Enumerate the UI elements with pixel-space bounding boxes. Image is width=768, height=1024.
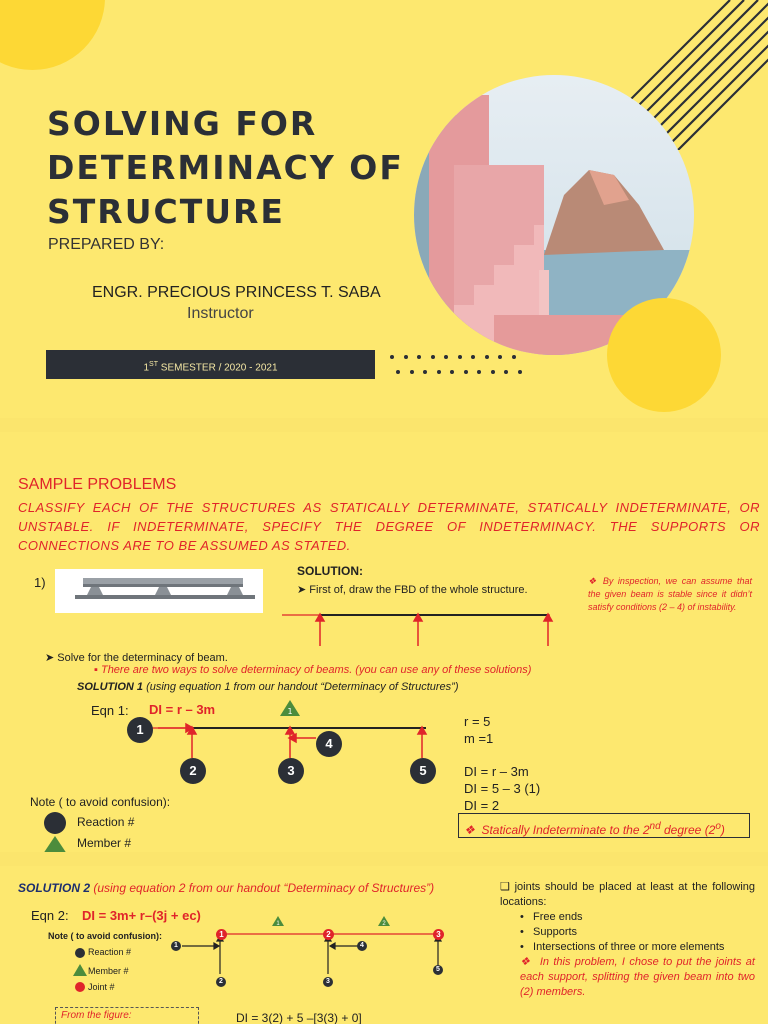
author-name: ENGR. PRECIOUS PRINCESS T. SABA xyxy=(92,284,381,301)
inspection-note: ❖ By inspection, we can assume that the given beam is stable since it didn’t satisfy conditions (2 – 4) of instability. xyxy=(588,576,752,612)
beam-figure xyxy=(55,569,263,613)
problem-number: 1) xyxy=(34,575,46,590)
solution-label: SOLUTION: xyxy=(297,564,363,578)
calc-r: r = 5 xyxy=(464,714,491,729)
decorative-dot xyxy=(444,355,448,359)
legend-joint-label: Joint # xyxy=(88,982,115,992)
instructions: CLASSIFY EACH OF THE STRUCTURES AS STATICALLY DETERMINATE, STATICALLY INDETERMINATE, OR UNSTABLE. IF INDETERMINATE, SPECIFY THE DEGREE OF INDETERMINACY. THE SUPPORTS OR CONNECTIONS ARE TO BE ASSUMED AS STATED. xyxy=(18,500,760,553)
joints-note-text: joints should be placed at least at the following locations: xyxy=(500,881,755,908)
decorative-dot xyxy=(390,355,394,359)
calc-block xyxy=(464,713,540,814)
legend-reaction-dot-2 xyxy=(75,948,85,958)
legend-reaction-dot xyxy=(44,812,66,834)
title-line-3: STRUCTURE xyxy=(47,192,285,231)
prepared-by-label: PREPARED BY: xyxy=(48,236,165,253)
author-role: Instructor xyxy=(187,305,254,322)
eqn1-label: Eqn 1: xyxy=(91,703,129,718)
semester-sup: ST xyxy=(149,361,158,368)
decorative-dot xyxy=(396,370,400,374)
joint-badge-2: 2 xyxy=(323,929,334,940)
reaction-badge-4: 4 xyxy=(316,731,342,757)
solution1-desc: (using equation 1 from our handout “Determinacy of Structures”) xyxy=(143,681,459,693)
member-label-2: 2 xyxy=(382,921,386,927)
location-item: • Supports xyxy=(520,926,578,938)
decorative-dot xyxy=(464,370,468,374)
step-2: ➤ Solve for the determinacy of beam. xyxy=(45,652,228,664)
solution2-desc: (using equation 2 from our handout “Determinacy of Structures”) xyxy=(90,881,435,895)
reaction-badge-s2-3: 3 xyxy=(323,977,333,987)
solution1-heading xyxy=(77,681,459,693)
reaction-badge-2: 2 xyxy=(180,758,206,784)
decorative-dot xyxy=(477,370,481,374)
result-sup2: o xyxy=(715,821,721,832)
sample-problems-slide xyxy=(0,432,768,852)
location-list xyxy=(500,910,755,1000)
legend-note-2: Note ( to avoid confusion): xyxy=(48,931,162,941)
location-item: • Intersections of three or more elements xyxy=(520,941,725,953)
reaction-badge-s2-2: 2 xyxy=(216,977,226,987)
fbd-diagram xyxy=(282,608,562,648)
title-slide xyxy=(0,0,768,418)
step-1: ➤ First of, draw the FBD of the whole structure. xyxy=(297,584,528,596)
eqn1-formula: DI = r – 3m xyxy=(149,702,216,717)
result-sup: nd xyxy=(649,821,661,832)
two-ways-text: There are two ways to solve determinacy of beams. (you can use any of these solutions) xyxy=(100,664,532,676)
solution2-slide xyxy=(0,866,768,1024)
decorative-circle-accent xyxy=(607,298,721,412)
location-intersections: Intersections of three or more elements xyxy=(533,941,725,953)
decorative-dot xyxy=(518,370,522,374)
slide-title xyxy=(47,102,404,234)
location-supports: Supports xyxy=(533,926,578,938)
legend-reaction-label-2: Reaction # xyxy=(88,947,132,957)
title-line-2: DETERMINACY OF xyxy=(47,148,404,187)
semester-number: 1 xyxy=(143,362,150,374)
joints-note xyxy=(500,880,755,1000)
member-number-1: 1 xyxy=(287,707,293,716)
legend-note: Note ( to avoid confusion): xyxy=(30,795,171,809)
solution2-diagram xyxy=(168,914,458,986)
legend-joint-dot xyxy=(75,982,85,992)
decorative-dot xyxy=(410,370,414,374)
joint-badge-1: 1 xyxy=(216,929,227,940)
result-box: ❖ Statically Indeterminate to the 2nd degree (2$^o$) xyxy=(458,813,750,838)
result-mid: degree (2 xyxy=(660,823,716,837)
result-end: ) xyxy=(720,823,725,837)
from-figure-label: From the figure: xyxy=(61,1010,132,1021)
semester-text: SEMESTER / 2020 - 2021 xyxy=(158,362,278,374)
decorative-dot xyxy=(437,370,441,374)
reaction-badge-s2-4: 4 xyxy=(357,941,367,951)
reaction-badge-1: 1 xyxy=(127,717,153,743)
inspection-note-text: By inspection, we can assume that the given beam is stable since it didn’t satisfy conditions (2 – 4) of instability. xyxy=(588,576,752,612)
reaction-badge-s2-1: 1 xyxy=(171,941,181,951)
joint-badge-3: 3 xyxy=(433,929,444,940)
decorative-dot xyxy=(450,370,454,374)
di-calculation: DI = 3(2) + 5 –[3(3) + 0] xyxy=(236,1011,362,1024)
reaction-badge-3: 3 xyxy=(278,758,304,784)
calc-result: DI = 2 xyxy=(464,798,500,813)
location-free-ends: Free ends xyxy=(533,911,583,923)
decorative-dot xyxy=(431,355,435,359)
decorative-dot xyxy=(458,355,462,359)
decorative-dot xyxy=(504,370,508,374)
section-heading: SAMPLE PROBLEMS xyxy=(18,476,177,493)
decorative-dot xyxy=(423,370,427,374)
reaction-badge-5: 5 xyxy=(410,758,436,784)
legend-member-label: Member # xyxy=(77,836,132,850)
step-2-text: Solve for the determinacy of beam. xyxy=(57,652,228,664)
legend-member-label-2: Member # xyxy=(88,966,129,976)
calc-formula: DI = r – 3m xyxy=(464,764,529,779)
solution1-label: SOLUTION 1 xyxy=(77,681,144,693)
location-item: • Free ends xyxy=(520,911,583,923)
legend-member-triangle xyxy=(43,836,67,852)
semester-bar xyxy=(46,350,375,379)
result-text: Statically Indeterminate to the 2 xyxy=(481,823,650,837)
decorative-dot xyxy=(471,355,475,359)
chose-note: ❖ In this problem, I chose to put the joints at each support, splitting the given beam into two (2) members. xyxy=(520,956,755,998)
solution2-heading xyxy=(18,881,434,895)
two-ways-note: ▪ There are two ways to solve determinacy of beams. (you can use any of these solutions) xyxy=(94,664,532,676)
decorative-dot xyxy=(498,355,502,359)
member-label-1: 1 xyxy=(276,921,280,927)
decorative-circle-topleft xyxy=(0,0,105,70)
decorative-dot xyxy=(417,355,421,359)
calc-substitution: DI = 5 – 3 (1) xyxy=(464,781,541,796)
solution2-label: SOLUTION 2 xyxy=(18,881,91,895)
eqn2-label: Eqn 2: xyxy=(31,908,69,923)
eqn2-formula: DI = 3m+ r–(3j + ec) xyxy=(82,908,201,923)
step-1-text: First of, draw the FBD of the whole structure. xyxy=(309,584,528,596)
decorative-dot xyxy=(491,370,495,374)
chose-note-text: In this problem, I chose to put the joints at each support, splitting the given beam into two (2) members. xyxy=(520,956,755,998)
decorative-dot xyxy=(404,355,408,359)
joints-note-line: ❑ joints should be placed at least at the following locations: xyxy=(500,881,755,908)
reaction-badge-s2-5: 5 xyxy=(433,965,443,975)
decorative-dot xyxy=(485,355,489,359)
title-line-1: SOLVING FOR xyxy=(47,104,318,143)
legend-member-triangle-2 xyxy=(73,964,87,976)
legend-reaction-label: Reaction # xyxy=(77,815,135,829)
decorative-dot xyxy=(512,355,516,359)
calc-m: m =1 xyxy=(464,731,494,746)
